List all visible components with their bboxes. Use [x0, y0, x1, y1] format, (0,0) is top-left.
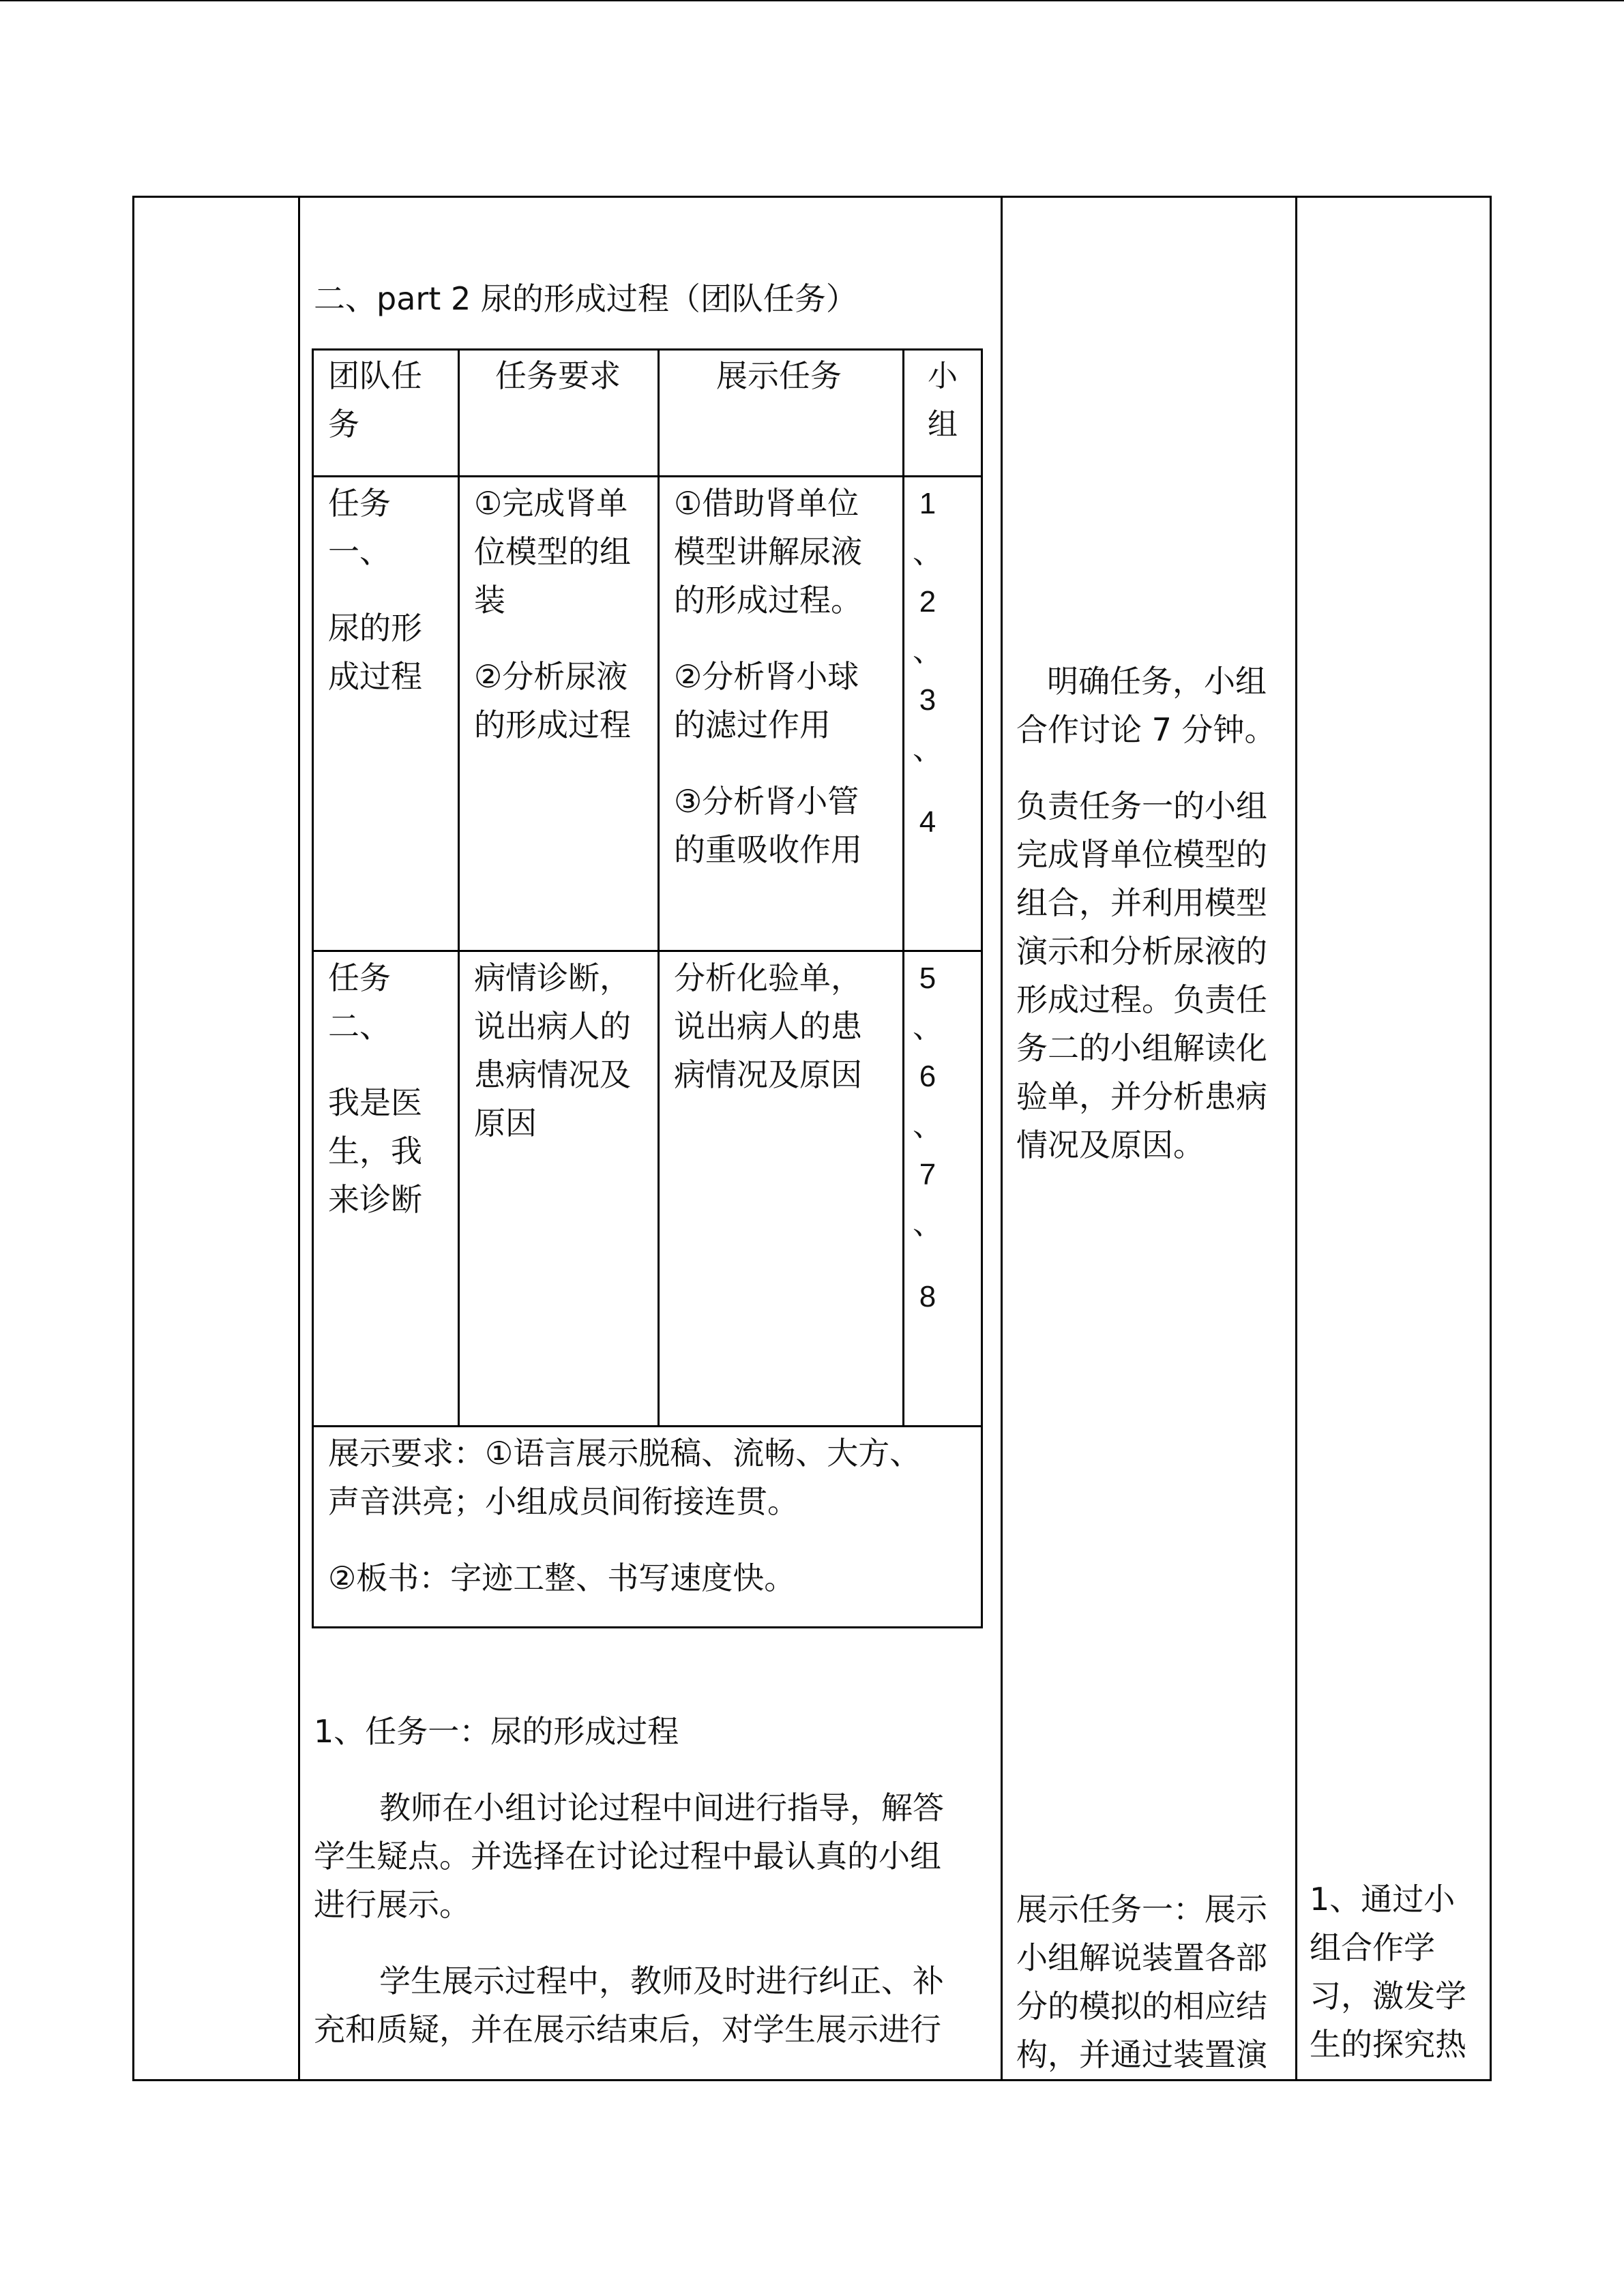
inner-header-divider	[312, 475, 982, 477]
student-para-line: 形成过程。负责任	[1016, 981, 1267, 1018]
row2-group-char: 、	[913, 1108, 943, 1143]
column-divider-3	[1295, 196, 1297, 2081]
student-para-line: 明确任务，小组	[1047, 663, 1267, 700]
row2-requirement-line: 患病情况及	[474, 1056, 631, 1093]
inner-col-divider-1	[458, 348, 460, 1427]
row1-group-char: 4	[919, 805, 936, 839]
row2-requirement-line: 说出病人的	[474, 1008, 631, 1045]
student-para-line: 务二的小组解读化	[1016, 1030, 1267, 1067]
row2-team-task-line: 任务	[328, 959, 391, 996]
inner-requirements-divider	[312, 1425, 982, 1427]
task1-heading: 1、任务一：尿的形成过程	[314, 1713, 679, 1750]
row1-requirement-line: ①完成肾单	[474, 485, 628, 522]
teacher-paragraph-line: 充和质疑，并在展示结束后，对学生展示进行	[314, 2011, 941, 2048]
teacher-paragraph-line: 教师在小组讨论过程中间进行指导，解答	[379, 1789, 944, 1826]
row1-group-char: 1	[919, 487, 936, 520]
row2-display-task-line: 分析化验单，	[674, 959, 862, 996]
section-title: 二、part 2 尿的形成过程（团队任务）	[314, 280, 857, 317]
row1-display-task-line: ①借助肾单位	[674, 485, 859, 522]
purpose-line: 组合作学	[1310, 1929, 1435, 1966]
row1-requirement-line: 的形成过程	[474, 706, 631, 743]
purpose-line: 1、通过小	[1310, 1881, 1456, 1918]
header-team-task-line: 团队任	[328, 357, 422, 394]
student-para-line: 合作讨论 7 分钟。	[1016, 711, 1276, 748]
header-group-char: 小	[928, 359, 958, 393]
row1-display-task-line: 的重吸收作用	[674, 831, 862, 868]
row2-display-task-line: 病情况及原因	[674, 1056, 862, 1093]
row2-group-char: 、	[913, 1010, 943, 1045]
row1-requirement-line: 装	[474, 582, 505, 618]
outer-left-border	[132, 196, 134, 2081]
outer-right-border	[1490, 196, 1492, 2081]
row1-display-task-line: 的滤过作用	[674, 706, 831, 743]
row2-requirement-line: 原因	[474, 1105, 537, 1142]
row1-display-task-line: ②分析肾小球	[674, 658, 859, 695]
row1-team-task-line: 任务	[328, 485, 391, 522]
row1-display-task-line: 模型讲解尿液	[674, 533, 862, 570]
display-requirements-line: 展示要求：①语言展示脱稿、流畅、大方、	[328, 1435, 921, 1472]
row2-group-char: 、	[913, 1206, 943, 1241]
row1-group-char: 、	[913, 535, 943, 570]
student-para-line: 负责任务一的小组	[1016, 788, 1267, 824]
row2-requirement-line: 病情诊断，	[474, 959, 631, 996]
row2-team-task-line: 来诊断	[328, 1181, 422, 1218]
teacher-paragraph-line: 学生展示过程中，教师及时进行纠正、补	[379, 1963, 944, 1999]
row1-display-task-line: ③分析肾小管	[674, 783, 859, 820]
row1-team-task-line: 尿的形	[328, 610, 422, 646]
row1-requirement-line: 位模型的组	[474, 533, 631, 570]
column-divider-2	[1001, 196, 1003, 2081]
student-para-line: 演示和分析尿液的	[1016, 933, 1267, 970]
row2-group-char: 7	[919, 1158, 936, 1191]
header-display-task: 展示任务	[716, 357, 842, 394]
row2-team-task-line: 二、	[328, 1008, 391, 1045]
header-group-char: 组	[928, 407, 958, 442]
student-para-line: 小组解说装置各部	[1016, 1939, 1267, 1976]
purpose-line: 生的探究热	[1310, 2026, 1466, 2063]
display-requirements-line: 声音洪亮；小组成员间衔接连贯。	[328, 1483, 799, 1520]
row1-display-task-line: 的形成过程。	[674, 582, 862, 618]
inner-col-divider-2	[658, 348, 660, 1427]
outer-bottom-border	[132, 2079, 1491, 2081]
student-para-line: 完成肾单位模型的	[1016, 836, 1267, 873]
row2-group-char: 5	[919, 961, 936, 995]
inner-row-divider	[312, 950, 982, 952]
header-team-task-line: 务	[328, 406, 359, 443]
inner-col-divider-3	[902, 348, 904, 1427]
purpose-line: 习，激发学	[1310, 1978, 1466, 2014]
row1-requirement-line: ②分析尿液	[474, 658, 628, 695]
inner-bottom-border	[312, 1626, 982, 1628]
teacher-paragraph-line: 进行展示。	[314, 1886, 471, 1923]
inner-left-border	[312, 348, 314, 1628]
row2-group-char: 6	[919, 1060, 936, 1093]
row2-team-task-line: 生，我	[328, 1133, 422, 1169]
row1-group-char: 3	[919, 683, 936, 717]
inner-top-border	[312, 348, 982, 351]
student-para-line: 展示任务一：展示	[1016, 1891, 1267, 1928]
page-top-border	[0, 0, 1624, 1]
row1-group-char: 2	[919, 585, 936, 618]
student-para-line: 情况及原因。	[1016, 1127, 1205, 1163]
row2-group-char: 8	[919, 1280, 936, 1313]
student-para-line: 分的模拟的相应结	[1016, 1988, 1267, 2025]
row1-team-task-line: 一、	[328, 533, 391, 570]
student-para-line: 构，并通过装置演	[1016, 2036, 1267, 2073]
display-requirements-line: ②板书：字迹工整、书写速度快。	[328, 1560, 796, 1596]
teacher-paragraph-line: 学生疑点。并选择在讨论过程中最认真的小组	[314, 1838, 941, 1875]
inner-right-border	[981, 348, 983, 1628]
row2-display-task-line: 说出病人的患	[674, 1008, 862, 1045]
row1-team-task-line: 成过程	[328, 658, 422, 695]
row1-group-char: 、	[913, 732, 943, 766]
row1-group-char: 、	[913, 633, 943, 668]
row2-team-task-line: 我是医	[328, 1084, 422, 1121]
student-para-line: 验单，并分析患病	[1016, 1078, 1267, 1115]
student-para-line: 组合，并利用模型	[1016, 884, 1267, 921]
header-requirement: 任务要求	[495, 357, 621, 394]
outer-top-border	[132, 196, 1491, 198]
column-divider-1	[298, 196, 300, 2081]
